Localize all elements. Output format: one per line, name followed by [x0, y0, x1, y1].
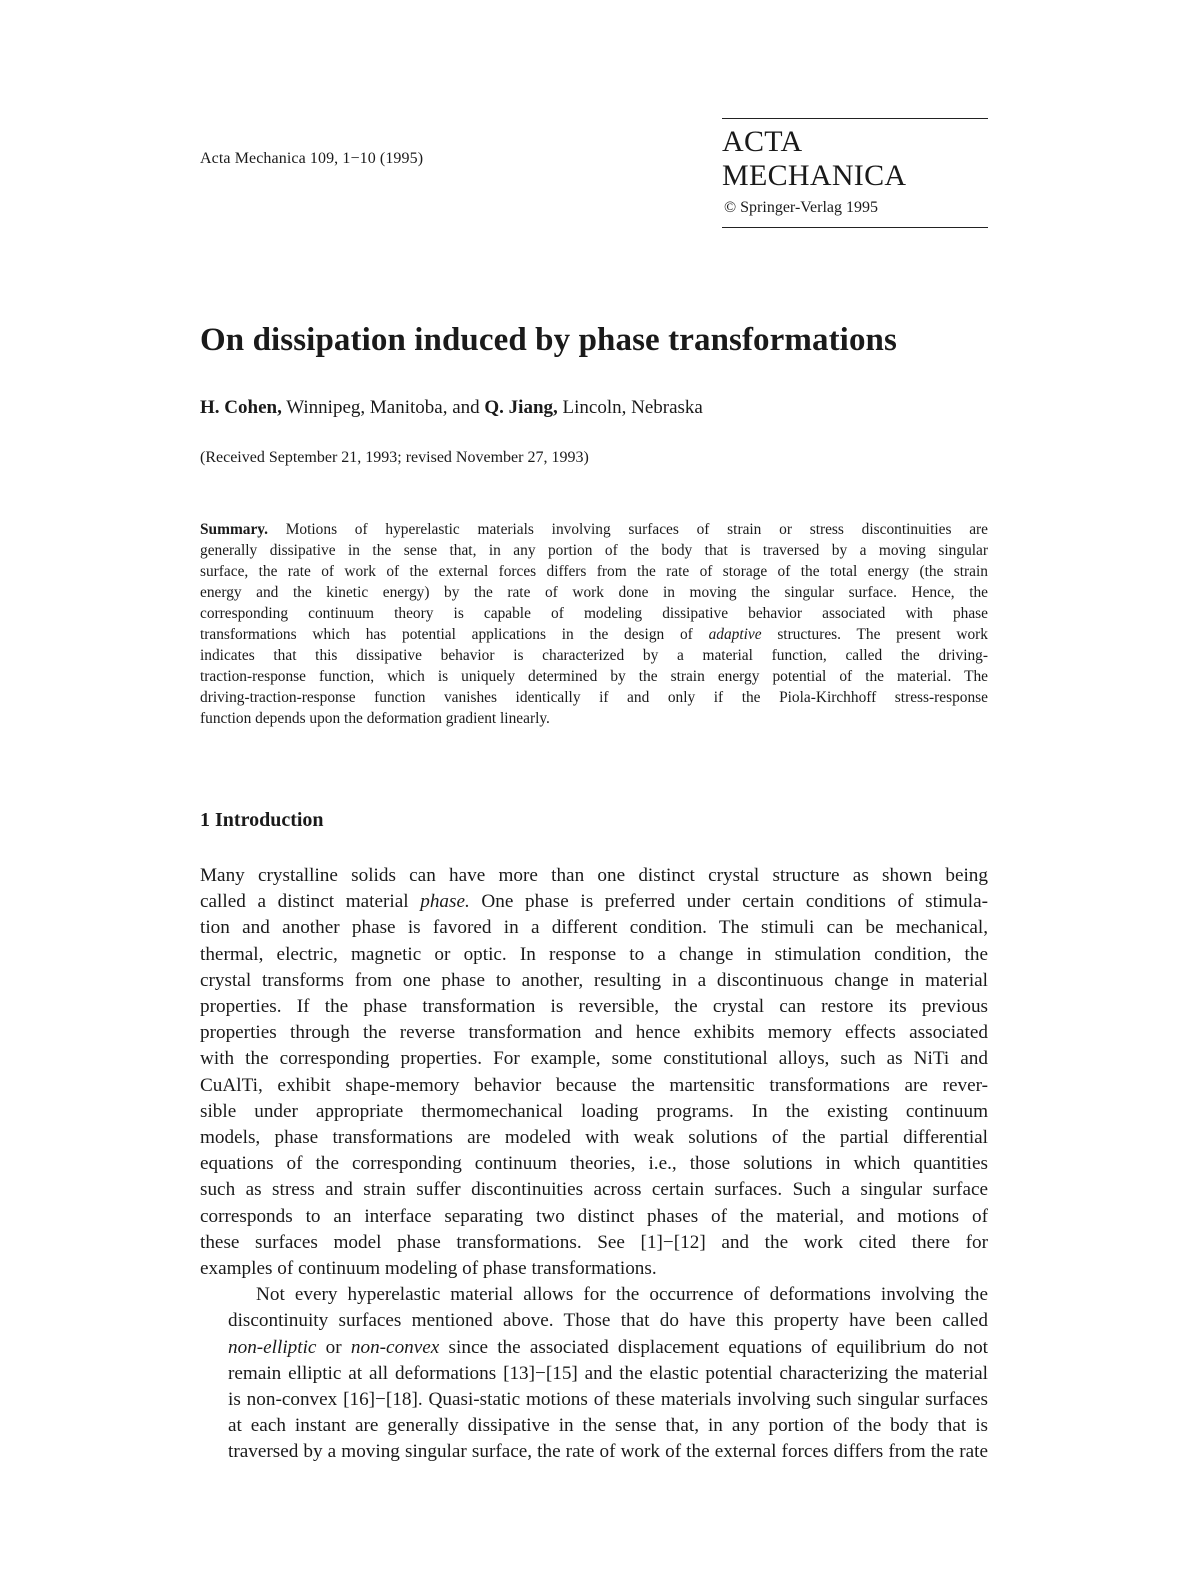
- text-line: with the corresponding properties. For example, some constitutional alloys, such as NiTi and: [200, 1048, 988, 1070]
- text-line: sible under appropriate thermomechanical loading programs. In the existing continuum: [200, 1100, 988, 1122]
- received-dates: (Received September 21, 1993; revised November 27, 1993): [200, 449, 589, 466]
- introduction-body: [200, 863, 988, 1466]
- emphasis: phase.: [420, 891, 470, 913]
- abstract-line: corresponding continuum theory is capable of modeling dissipative behavior associated with phase: [200, 605, 988, 622]
- abstract-line: transformations which has potential applications in the design of adaptive structures. The present work: [200, 626, 989, 643]
- author-line: [200, 397, 703, 419]
- text-line: such as stress and strain suffer discontinuities across certain surfaces. Such a singular surface: [200, 1179, 988, 1201]
- text-line: discontinuity surfaces mentioned above. Those that do have this property have been called: [228, 1310, 988, 1332]
- text-line: thermal, electric, magnetic or optic. In response to a change in stimulation condition, the: [200, 943, 988, 965]
- text-line: corresponds to an interface separating two distinct phases of the material, and motions of: [200, 1205, 988, 1227]
- text-line: tion and another phase is favored in a different condition. The stimuli can be mechanical,: [200, 917, 988, 939]
- abstract-line: driving-traction-response function vanishes identically if and only if the Piola-Kirchhoff stress-response: [200, 689, 988, 706]
- text-line: traversed by a moving singular surface, the rate of work of the external forces differs from the rate: [228, 1441, 988, 1463]
- journal-name: ACTA MECHANICA: [722, 125, 907, 192]
- emphasis: non-convex: [350, 1336, 440, 1358]
- copyright-notice: © Springer-Verlag 1995: [724, 199, 879, 216]
- text-line: properties through the reverse transformation and hence exhibits memory effects associated: [200, 1022, 988, 1044]
- abstract-line: energy and the kinetic energy) by the rate of work done in moving the singular surface. Hence, the: [200, 584, 988, 601]
- text-line: models, phase transformations are modeled with weak solutions of the partial differential: [200, 1127, 988, 1149]
- author-2-name: Q. Jiang,: [484, 397, 558, 418]
- text-line: called a distinct material phase. One phase is preferred under certain conditions of stimula-: [200, 891, 988, 913]
- paragraph: [200, 863, 988, 1282]
- abstract-line: Summary. Motions of hyperelastic materials involving surfaces of strain or stress discontinuities are: [200, 521, 988, 538]
- paper-title: On dissipation induced by phase transformations: [200, 322, 897, 358]
- masthead-bottom-rule: [722, 227, 988, 228]
- author-2-place: Lincoln, Nebraska: [557, 397, 703, 418]
- text-line: equations of the corresponding continuum theories, i.e., those solutions in which quantities: [200, 1153, 988, 1175]
- emphasis: adaptive: [708, 626, 762, 643]
- masthead-top-rule: [722, 118, 988, 119]
- abstract-line: function depends upon the deformation gradient linearly.: [200, 710, 550, 727]
- section-heading-introduction: 1 Introduction: [200, 809, 324, 831]
- text-line: Many crystalline solids can have more than one distinct crystal structure as shown being: [200, 865, 988, 886]
- author-1-place: Winnipeg, Manitoba, and: [281, 397, 485, 418]
- abstract-line: generally dissipative in the sense that, in any portion of the body that is traversed by a moving singular: [200, 542, 988, 559]
- paragraph: [200, 1282, 988, 1465]
- abstract-line: indicates that this dissipative behavior is characterized by a material function, called the driving-: [200, 647, 988, 664]
- emphasis: non-elliptic: [228, 1336, 317, 1358]
- abstract-line: surface, the rate of work of the external forces differs from the rate of storage of the total energy (the strain: [200, 563, 988, 580]
- text-line: remain elliptic at all deformations [13]−[15] and the elastic potential characterizing the material: [228, 1362, 988, 1384]
- abstract: [200, 519, 988, 729]
- text-line: these surfaces model phase transformations. See [1]−[12] and the work cited there for: [200, 1231, 988, 1253]
- abstract-label: Summary.: [200, 521, 268, 538]
- text-line: non-elliptic or non-convex since the associated displacement equations of equilibrium do not: [228, 1336, 989, 1358]
- journal-citation: Acta Mechanica 109, 1−10 (1995): [200, 150, 424, 167]
- text-line: examples of continuum modeling of phase transformations.: [200, 1258, 657, 1280]
- text-line: is non-convex [16]−[18]. Quasi-static motions of these materials involving such singular surfaces: [228, 1389, 988, 1411]
- abstract-line: traction-response function, which is uniquely determined by the strain energy potential of the material. The: [200, 668, 988, 685]
- author-1-name: H. Cohen,: [200, 397, 282, 418]
- text-line: at each instant are generally dissipative in the sense that, in any portion of the body that is: [228, 1415, 988, 1437]
- journal-masthead: [722, 118, 988, 228]
- text-line: Not every hyperelastic material allows for the occurrence of deformations involving the: [256, 1284, 988, 1306]
- text-line: properties. If the phase transformation is reversible, the crystal can restore its previous: [200, 996, 988, 1018]
- text-line: crystal transforms from one phase to another, resulting in a discontinuous change in material: [200, 969, 988, 991]
- text-line: CuAlTi, exhibit shape-memory behavior because the martensitic transformations are rever-: [200, 1074, 988, 1096]
